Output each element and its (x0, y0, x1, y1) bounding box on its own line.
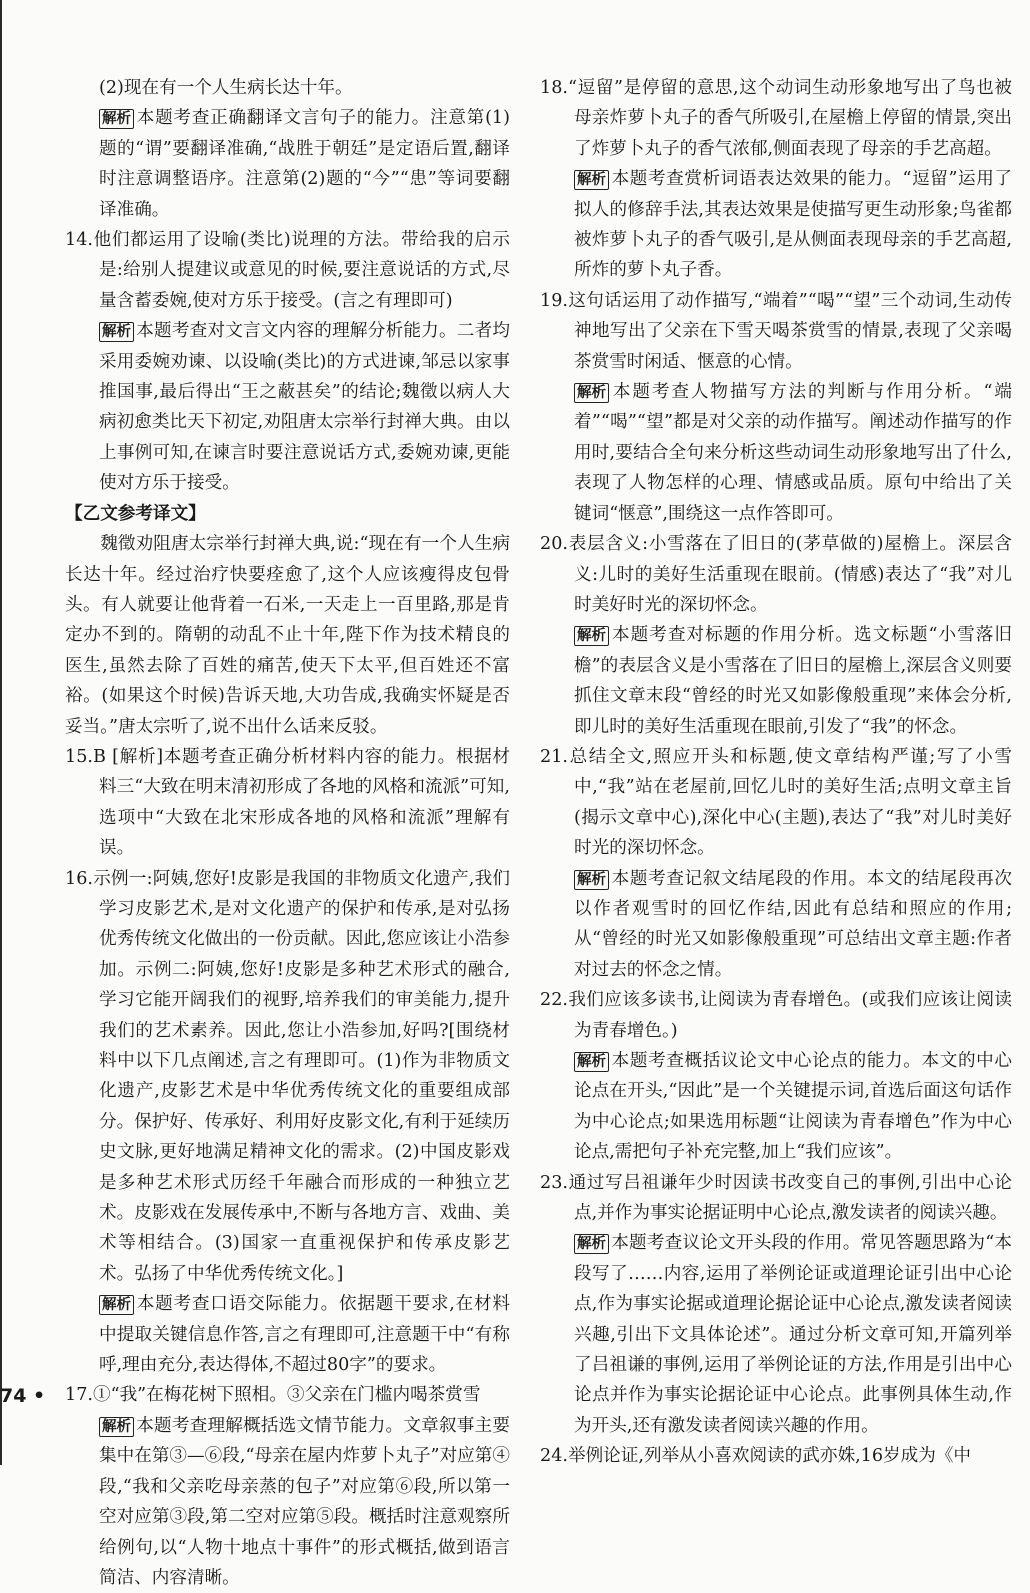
question-item (540, 985, 1012, 1046)
question-number: 17. (65, 1385, 93, 1406)
page-margin-rule (0, 0, 2, 1465)
question-number: 19. (540, 290, 568, 311)
analysis-text: 本题考查议论文开头段的作用。常见答题思路为“本段写了……内容,运用了举例论证或道理论证引出中心论点,作为事实论据或道理论据论证中心论点,激发读者阅读兴趣,引出下文具体论述”。通过分析文章可知,开篇列举了吕祖谦的事例,运用了举例论证的方法,作用是引出中心论点并作为事实论据论证中心论点。此事例具体生动,作为开头,还有激发读者阅读兴趣的作用。 (574, 1233, 1012, 1436)
analysis-text: 本题考查概括议论文中心论点的能力。本文的中心论点在开头,“因此”是一个关键提示词,首选后面这句话作为中心论点;如果选用标题“让阅读为青春增色”作为中心论点,需把句子补充完整,加上“我们应该”。 (574, 1051, 1012, 1163)
question-number: 24. (540, 1446, 568, 1467)
answer-text: 通过写吕祖谦年少时因读书改变自己的事例,引出中心论点,并作为事实论据证明中心论点,激发读者的阅读兴趣。 (567, 1172, 1012, 1224)
question-item (65, 1380, 510, 1410)
analysis-text: 本题考查人物描写方法的判断与作用分析。“端着”“喝”“望”都是对父亲的动作描写。阐述动作描写的作用时,要结合全句来分析这些动词生动形象地写出了什么,表现了人物怎样的心理、情感或品质。原句中给出了关键词“惬意”,围绕这一点作答即可。 (574, 382, 1012, 524)
question-item (540, 529, 1012, 620)
question-number: 21. (540, 746, 568, 767)
question-item (65, 864, 510, 1290)
analysis-label: 解析 (99, 322, 134, 342)
answer-text: 这句话运用了动作描写,“端着”“喝”“望”三个动词,生动传神地写出了父亲在下雪天喝茶赏雪的情景,表现了父亲喝茶赏雪时闲适、惬意的心情。 (567, 290, 1012, 372)
question-number: 22. (540, 990, 568, 1011)
analysis-text: 本题考查对文言文内容的理解分析能力。二者均采用委婉劝谏、以设喻(类比)的方式进谏,邹忌以家事推国事,最后得出“王之蔽甚矣”的结论;魏徵以病人大病初愈类比天下初定,劝阻唐太宗举行封禅大典。由以上事例可知,在谏言时要注意说话方式,委婉劝谏,更能使对方乐于接受。 (99, 321, 510, 494)
analysis-text: 本题考查对标题的作用分析。选文标题“小雪落旧檐”的表层含义是小雪落在了旧日的屋檐上,深层含义则要抓住文章末段“曾经的时光又如影像般重现”来体会分析,即儿时的美好生活重现在眼前,引发了“我”的怀念。 (574, 625, 1012, 737)
answer-text: 示例一:阿姨,您好!皮影是我国的非物质文化遗产,我们学习皮影艺术,是对文化遗产的保护和传承,是对弘扬优秀传统文化做出的一份贡献。因此,您应该让小浩参加。示例二:阿姨,您好!皮影是多种艺术形式的融合,学习它能开阔我们的视野,培养我们的审美能力,提升我们的艺术素养。因此,您让小浩参加,好吗?[围绕材料中以下几点阐述,言之有理即可。(1)作为非物质文化遗产,皮影艺术是中华优秀传统文化的重要组成部分。保护好、传承好、利用好皮影文化,有利于延续历史文脉,更好地满足精神文化的需求。(2)中国皮影戏是多种艺术形式历经千年融合而形成的一种独立艺术。皮影戏在发展传承中,不断与各地方言、戏曲、美术等相结合。(3)国家一直重视保护和传承皮影艺术。弘扬了中华优秀传统文化。] (92, 868, 510, 1284)
analysis-block (540, 1046, 1012, 1168)
analysis-text: 本题考查正确翻译文言句子的能力。注意第(1)题的“谓”要翻译准确,“战胜于朝廷”是定语后置,翻译时注意调整语序。注意第(2)题的“今”“患”等词要翻译准确。 (99, 108, 510, 220)
answer-text: 我们应该多读书,让阅读为青春增色。(或我们应该让阅读为青春增色。) (567, 990, 1012, 1041)
analysis-label: 解析 (99, 109, 134, 129)
analysis-block (540, 620, 1012, 742)
question-number: 15. (65, 746, 93, 767)
analysis-text: 本题考查记叙文结尾段的作用。本文的结尾段再次以作者观雪时的回忆作结,因此有总结和照应的作用;从“曾经的时光又如影像般重现”可总结出文章主题:作者对过去的怀念之情。 (574, 868, 1012, 980)
analysis-label: 解析 (99, 1295, 134, 1315)
question-number: 18. (540, 78, 568, 98)
section-heading: 【乙文参考译文】 (65, 503, 206, 524)
question-item (65, 225, 510, 316)
question-item (540, 742, 1012, 864)
answer-text: ①“我”在梅花树下照相。③父亲在门槛内喝茶赏雪 (92, 1385, 481, 1406)
analysis-label: 解析 (574, 870, 609, 890)
translation-paragraph: 魏徵劝阻唐太宗举行封禅大典,说:“现在有一个人生病长达十年。经过治疗快要痊愈了,这个人应该瘦得皮包骨头。有人就要让他背着一石米,一天走上一百里路,那是肯定办不到的。隋朝的动乱不止十年,陛下作为技术精良的医生,虽然去除了百姓的痛苦,使天下太平,但百姓还不富裕。(如果这个时候)告诉天地,大功告成,我确实怀疑是否妥当。”唐太宗听了,说不出什么话来反驳。 (65, 534, 510, 737)
answer-text: B [解析]本题考查正确分析材料内容的能力。根据材料三“大致在明末清初形成了各地的风格和流派”可知,选项中“大致在北宋形成各地的风格和流派”理解有误。 (92, 746, 510, 859)
left-column (65, 73, 510, 1593)
analysis-label: 解析 (574, 170, 609, 190)
analysis-label: 解析 (99, 1417, 134, 1437)
question-number: 20. (540, 534, 568, 555)
analysis-block (540, 377, 1012, 529)
question-number: 14. (65, 230, 93, 251)
answer-text: 总结全文,照应开头和标题,使文章结构严谨;写了小雪中,“我”站在老屋前,回忆儿时的美好生活;点明文章主旨(揭示文章中心),深化中心(主题),表达了“我”对儿时美好时光的深切怀念。 (567, 746, 1012, 859)
right-column (540, 73, 1012, 1472)
question-item (540, 1441, 1012, 1471)
analysis-text: 本题考查赏析词语表达效果的能力。“逗留”运用了拟人的修辞手法,其表达效果是使描写更生动形象;鸟雀都被炸萝卜丸子的香气吸引,是从侧面表现母亲的手艺高超,所炸的萝卜丸子香。 (574, 169, 1012, 281)
answer-text: 他们都运用了设喻(类比)说理的方法。带给我的启示是:给别人提建议或意见的时候,要注意说话的方式,尽量含蓄委婉,使对方乐于接受。(言之有理即可) (92, 230, 510, 311)
analysis-block (540, 164, 1012, 286)
page-number: 74 • (0, 1385, 46, 1407)
analysis-block (65, 1411, 510, 1593)
question-item (65, 742, 510, 864)
analysis-label: 解析 (574, 626, 609, 646)
analysis-text: 本题考查理解概括选文情节能力。文章叙事主要集中在第③—⑥段,“母亲在屋内炸萝卜丸子”对应第④段,“我和父亲吃母亲蒸的包子”对应第⑥段,所以第一空对应第③段,第二空对应第⑤段。概括时注意观察所给例句,以“人物十地点十事件”的形式概括,做到语言简洁、内容清晰。 (99, 1415, 510, 1588)
analysis-block (65, 1289, 510, 1380)
question-item (540, 286, 1012, 377)
question-item (540, 73, 1012, 164)
analysis-label: 解析 (574, 1052, 609, 1072)
analysis-text: 本题考查口语交际能力。依据题干要求,在材料中提取关键信息作答,言之有理即可,注意题干中“有称呼,理由充分,表达得体,不超过80字”的要求。 (99, 1294, 510, 1376)
question-number: 16. (65, 868, 93, 889)
analysis-block (540, 1228, 1012, 1441)
analysis-block (65, 316, 510, 498)
continued-text: (2)现在有一个人生病长达十年。 (99, 78, 353, 98)
answer-text: “逗留”是停留的意思,这个动词生动形象地写出了鸟也被母亲炸萝卜丸子的香气所吸引,在屋檐上停留的情景,突出了炸萝卜丸子的香气浓郁,侧面表现了母亲的手艺高超。 (567, 78, 1012, 159)
answer-text: 举例论证,列举从小喜欢阅读的武亦姝,16岁成为《中 (567, 1446, 972, 1467)
answer-text: 表层含义:小雪落在了旧日的(茅草做的)屋檐上。深层含义:儿时的美好生活重现在眼前。(情感)表达了“我”对儿时美好时光的深切怀念。 (567, 534, 1012, 615)
analysis-label: 解析 (574, 383, 609, 403)
analysis-block (540, 864, 1012, 986)
question-number: 23. (540, 1172, 568, 1193)
question-item (540, 1168, 1012, 1229)
analysis-block (65, 103, 510, 225)
analysis-label: 解析 (574, 1234, 609, 1254)
